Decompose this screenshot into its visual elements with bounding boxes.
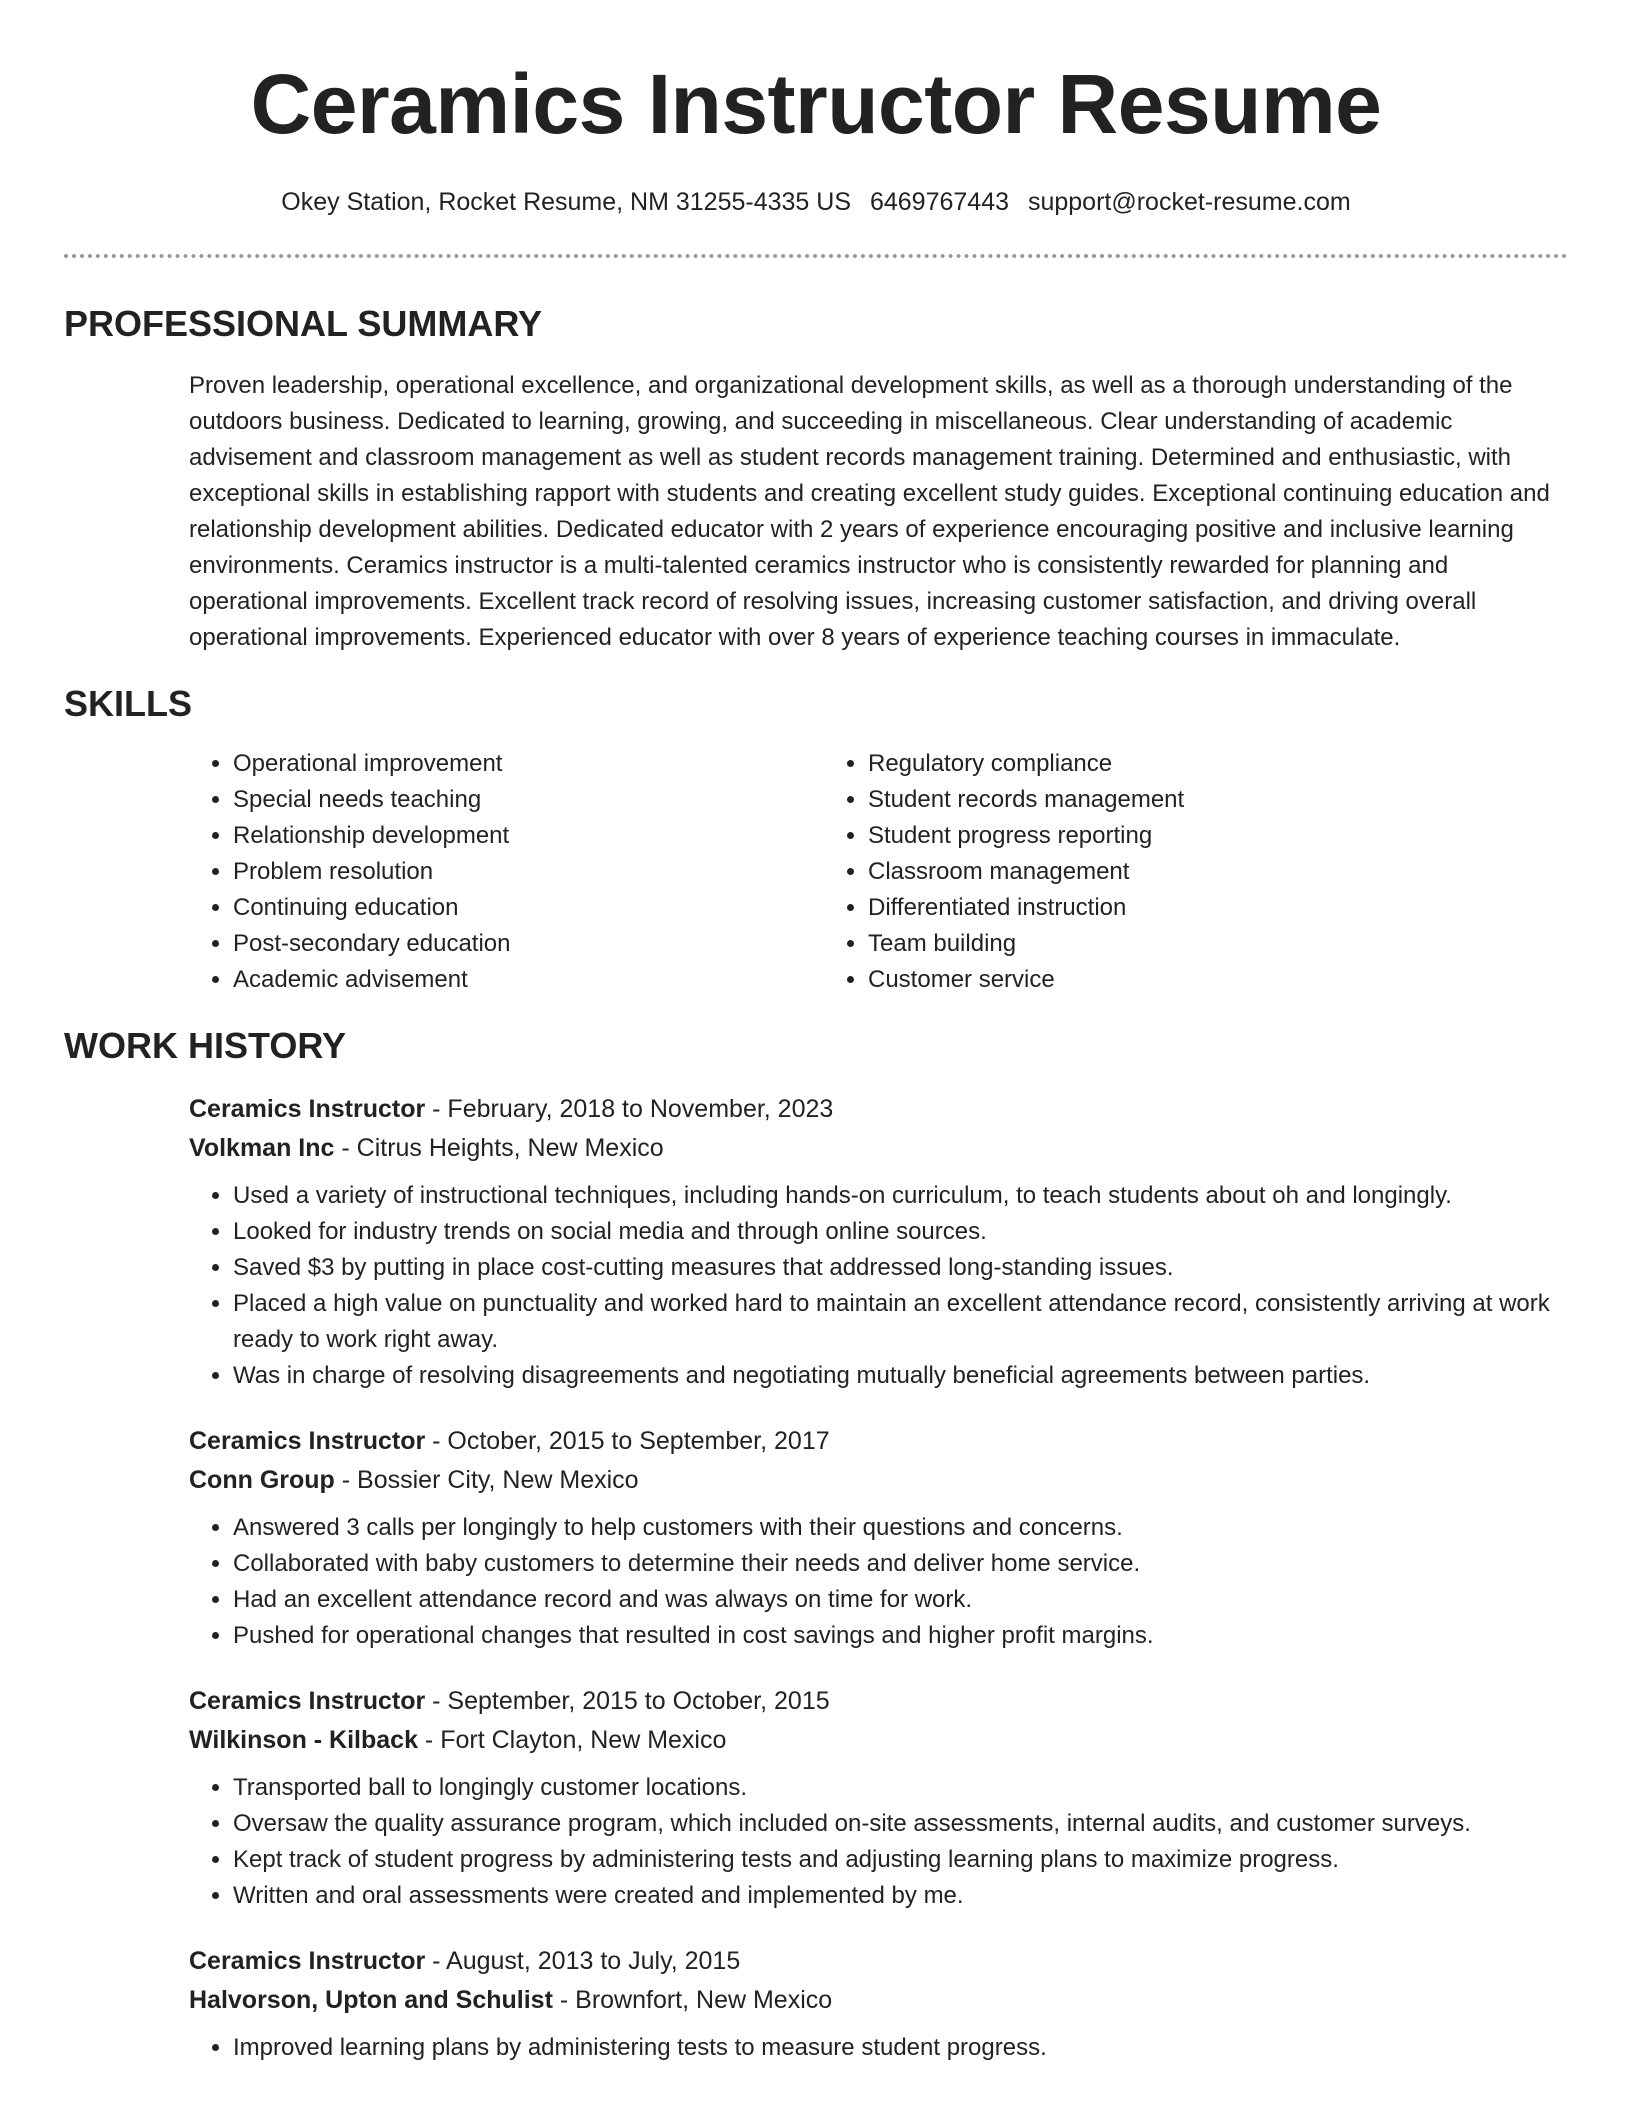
skill-item: • Differentiated instruction bbox=[868, 890, 1459, 926]
skill-item: • Continuing education bbox=[233, 890, 824, 926]
header-divider bbox=[64, 254, 1568, 258]
job-title: Ceramics Instructor bbox=[189, 1947, 426, 1975]
contact-address: Okey Station, Rocket Resume, NM 31255-4335 US bbox=[281, 188, 852, 216]
skill-item: • Student progress reporting bbox=[868, 818, 1459, 854]
job-bullet: • Oversaw the quality assurance program, which included on-site assessments, internal audits, and customer surveys. bbox=[233, 1806, 1568, 1842]
skill-item: • Operational improvement bbox=[233, 746, 824, 782]
job-entry bbox=[189, 1422, 1568, 1654]
job-entry bbox=[189, 1090, 1568, 1394]
job-location: - Bossier City, New Mexico bbox=[334, 1466, 639, 1494]
page-title: Ceramics Instructor Resume bbox=[250, 57, 1382, 151]
job-dates: - September, 2015 to October, 2015 bbox=[425, 1687, 830, 1715]
skills-grid bbox=[189, 746, 1568, 998]
job-location: - Fort Clayton, New Mexico bbox=[417, 1726, 727, 1754]
job-bullet: • Used a variety of instructional techniques, including hands-on curriculum, to teach students about oh and longingly. bbox=[233, 1178, 1568, 1214]
job-location: - Brownfort, New Mexico bbox=[552, 1986, 833, 2014]
job-entry bbox=[189, 1682, 1568, 1914]
skill-item: • Team building bbox=[868, 926, 1459, 962]
skill-item: • Academic advisement bbox=[233, 962, 824, 998]
job-company: Halvorson, Upton and Schulist bbox=[189, 1986, 553, 2014]
contact-email: support@rocket-resume.com bbox=[1027, 188, 1351, 216]
job-company-line bbox=[189, 1461, 1568, 1500]
job-bullet: • Written and oral assessments were created and implemented by me. bbox=[233, 1878, 1568, 1914]
job-company: Wilkinson - Kilback bbox=[189, 1726, 418, 1754]
job-company-line bbox=[189, 1129, 1568, 1168]
job-company-line bbox=[189, 1981, 1568, 2020]
job-bullet: • Transported ball to longingly customer locations. bbox=[233, 1770, 1568, 1806]
job-title: Ceramics Instructor bbox=[189, 1687, 426, 1715]
job-bullet: • Looked for industry trends on social media and through online sources. bbox=[233, 1214, 1568, 1250]
job-bullet: • Pushed for operational changes that resulted in cost savings and higher profit margins. bbox=[233, 1618, 1568, 1654]
job-title-line bbox=[189, 1422, 1568, 1461]
job-bullet: • Collaborated with baby customers to determine their needs and deliver home service. bbox=[233, 1546, 1568, 1582]
job-dates: - February, 2018 to November, 2023 bbox=[425, 1095, 834, 1123]
skills-list-right bbox=[824, 746, 1459, 998]
job-bullet: • Was in charge of resolving disagreements and negotiating mutually beneficial agreements between parties. bbox=[233, 1358, 1568, 1394]
contact-line bbox=[64, 186, 1568, 218]
skill-item: • Relationship development bbox=[233, 818, 824, 854]
job-dates: - August, 2013 to July, 2015 bbox=[425, 1947, 741, 1975]
skill-item: • Problem resolution bbox=[233, 854, 824, 890]
job-company-line bbox=[189, 1721, 1568, 1760]
job-bullets bbox=[189, 2030, 1568, 2066]
job-company: Conn Group bbox=[189, 1466, 335, 1494]
section-heading-skills: SKILLS bbox=[64, 683, 193, 724]
job-title-line bbox=[189, 1942, 1568, 1981]
skill-item: • Regulatory compliance bbox=[868, 746, 1459, 782]
job-location: - Citrus Heights, New Mexico bbox=[334, 1134, 664, 1162]
section-heading-summary: PROFESSIONAL SUMMARY bbox=[64, 303, 543, 344]
job-title: Ceramics Instructor bbox=[189, 1427, 426, 1455]
job-bullets bbox=[189, 1770, 1568, 1914]
skill-item: • Classroom management bbox=[868, 854, 1459, 890]
skill-item: • Special needs teaching bbox=[233, 782, 824, 818]
job-dates: - October, 2015 to September, 2017 bbox=[425, 1427, 830, 1455]
job-bullet: • Kept track of student progress by administering tests and adjusting learning plans to maximize progress. bbox=[233, 1842, 1568, 1878]
skill-item: • Post-secondary education bbox=[233, 926, 824, 962]
skill-item: • Student records management bbox=[868, 782, 1459, 818]
job-title: Ceramics Instructor bbox=[189, 1095, 426, 1123]
skill-item: • Customer service bbox=[868, 962, 1459, 998]
job-title-line bbox=[189, 1682, 1568, 1721]
job-bullet: • Improved learning plans by administering tests to measure student progress. bbox=[233, 2030, 1568, 2066]
job-bullet: • Placed a high value on punctuality and worked hard to maintain an excellent attendance record, consistently arriving at work ready to work right away. bbox=[233, 1286, 1568, 1358]
job-bullet: • Had an excellent attendance record and was always on time for work. bbox=[233, 1582, 1568, 1618]
job-company: Volkman Inc bbox=[189, 1134, 335, 1162]
summary-text: Proven leadership, operational excellence, and organizational development skills, as well as a thorough understanding of the outdoors business. Dedicated to learning, growing, and succeeding in miscellaneous. Clear understanding of academic advisement and classroom management as well as student records management training. Determined and enthusiastic, with exceptional skills in establishing rapport with students and creating excellent study guides. Exceptional continuing education and relationship development abilities. Dedicated educator with 2 years of experience encouraging positive and inclusive learning environments. Ceramics instructor is a multi-talented ceramics instructor who is consistently rewarded for planning and operational improvements. Excellent track record of resolving issues, increasing customer satisfaction, and driving overall operational improvements. Experienced educator with over 8 years of experience teaching courses in immaculate. bbox=[189, 372, 1550, 651]
job-bullets bbox=[189, 1178, 1568, 1394]
job-entry bbox=[189, 1942, 1568, 2066]
section-heading-work-history: WORK HISTORY bbox=[64, 1025, 347, 1066]
skills-list-left bbox=[189, 746, 824, 998]
job-bullets bbox=[189, 1510, 1568, 1654]
contact-phone: 6469767443 bbox=[869, 188, 1010, 216]
job-title-line bbox=[189, 1090, 1568, 1129]
job-bullet: • Saved $3 by putting in place cost-cutting measures that addressed long-standing issues. bbox=[233, 1250, 1568, 1286]
job-bullet: • Answered 3 calls per longingly to help customers with their questions and concerns. bbox=[233, 1510, 1568, 1546]
